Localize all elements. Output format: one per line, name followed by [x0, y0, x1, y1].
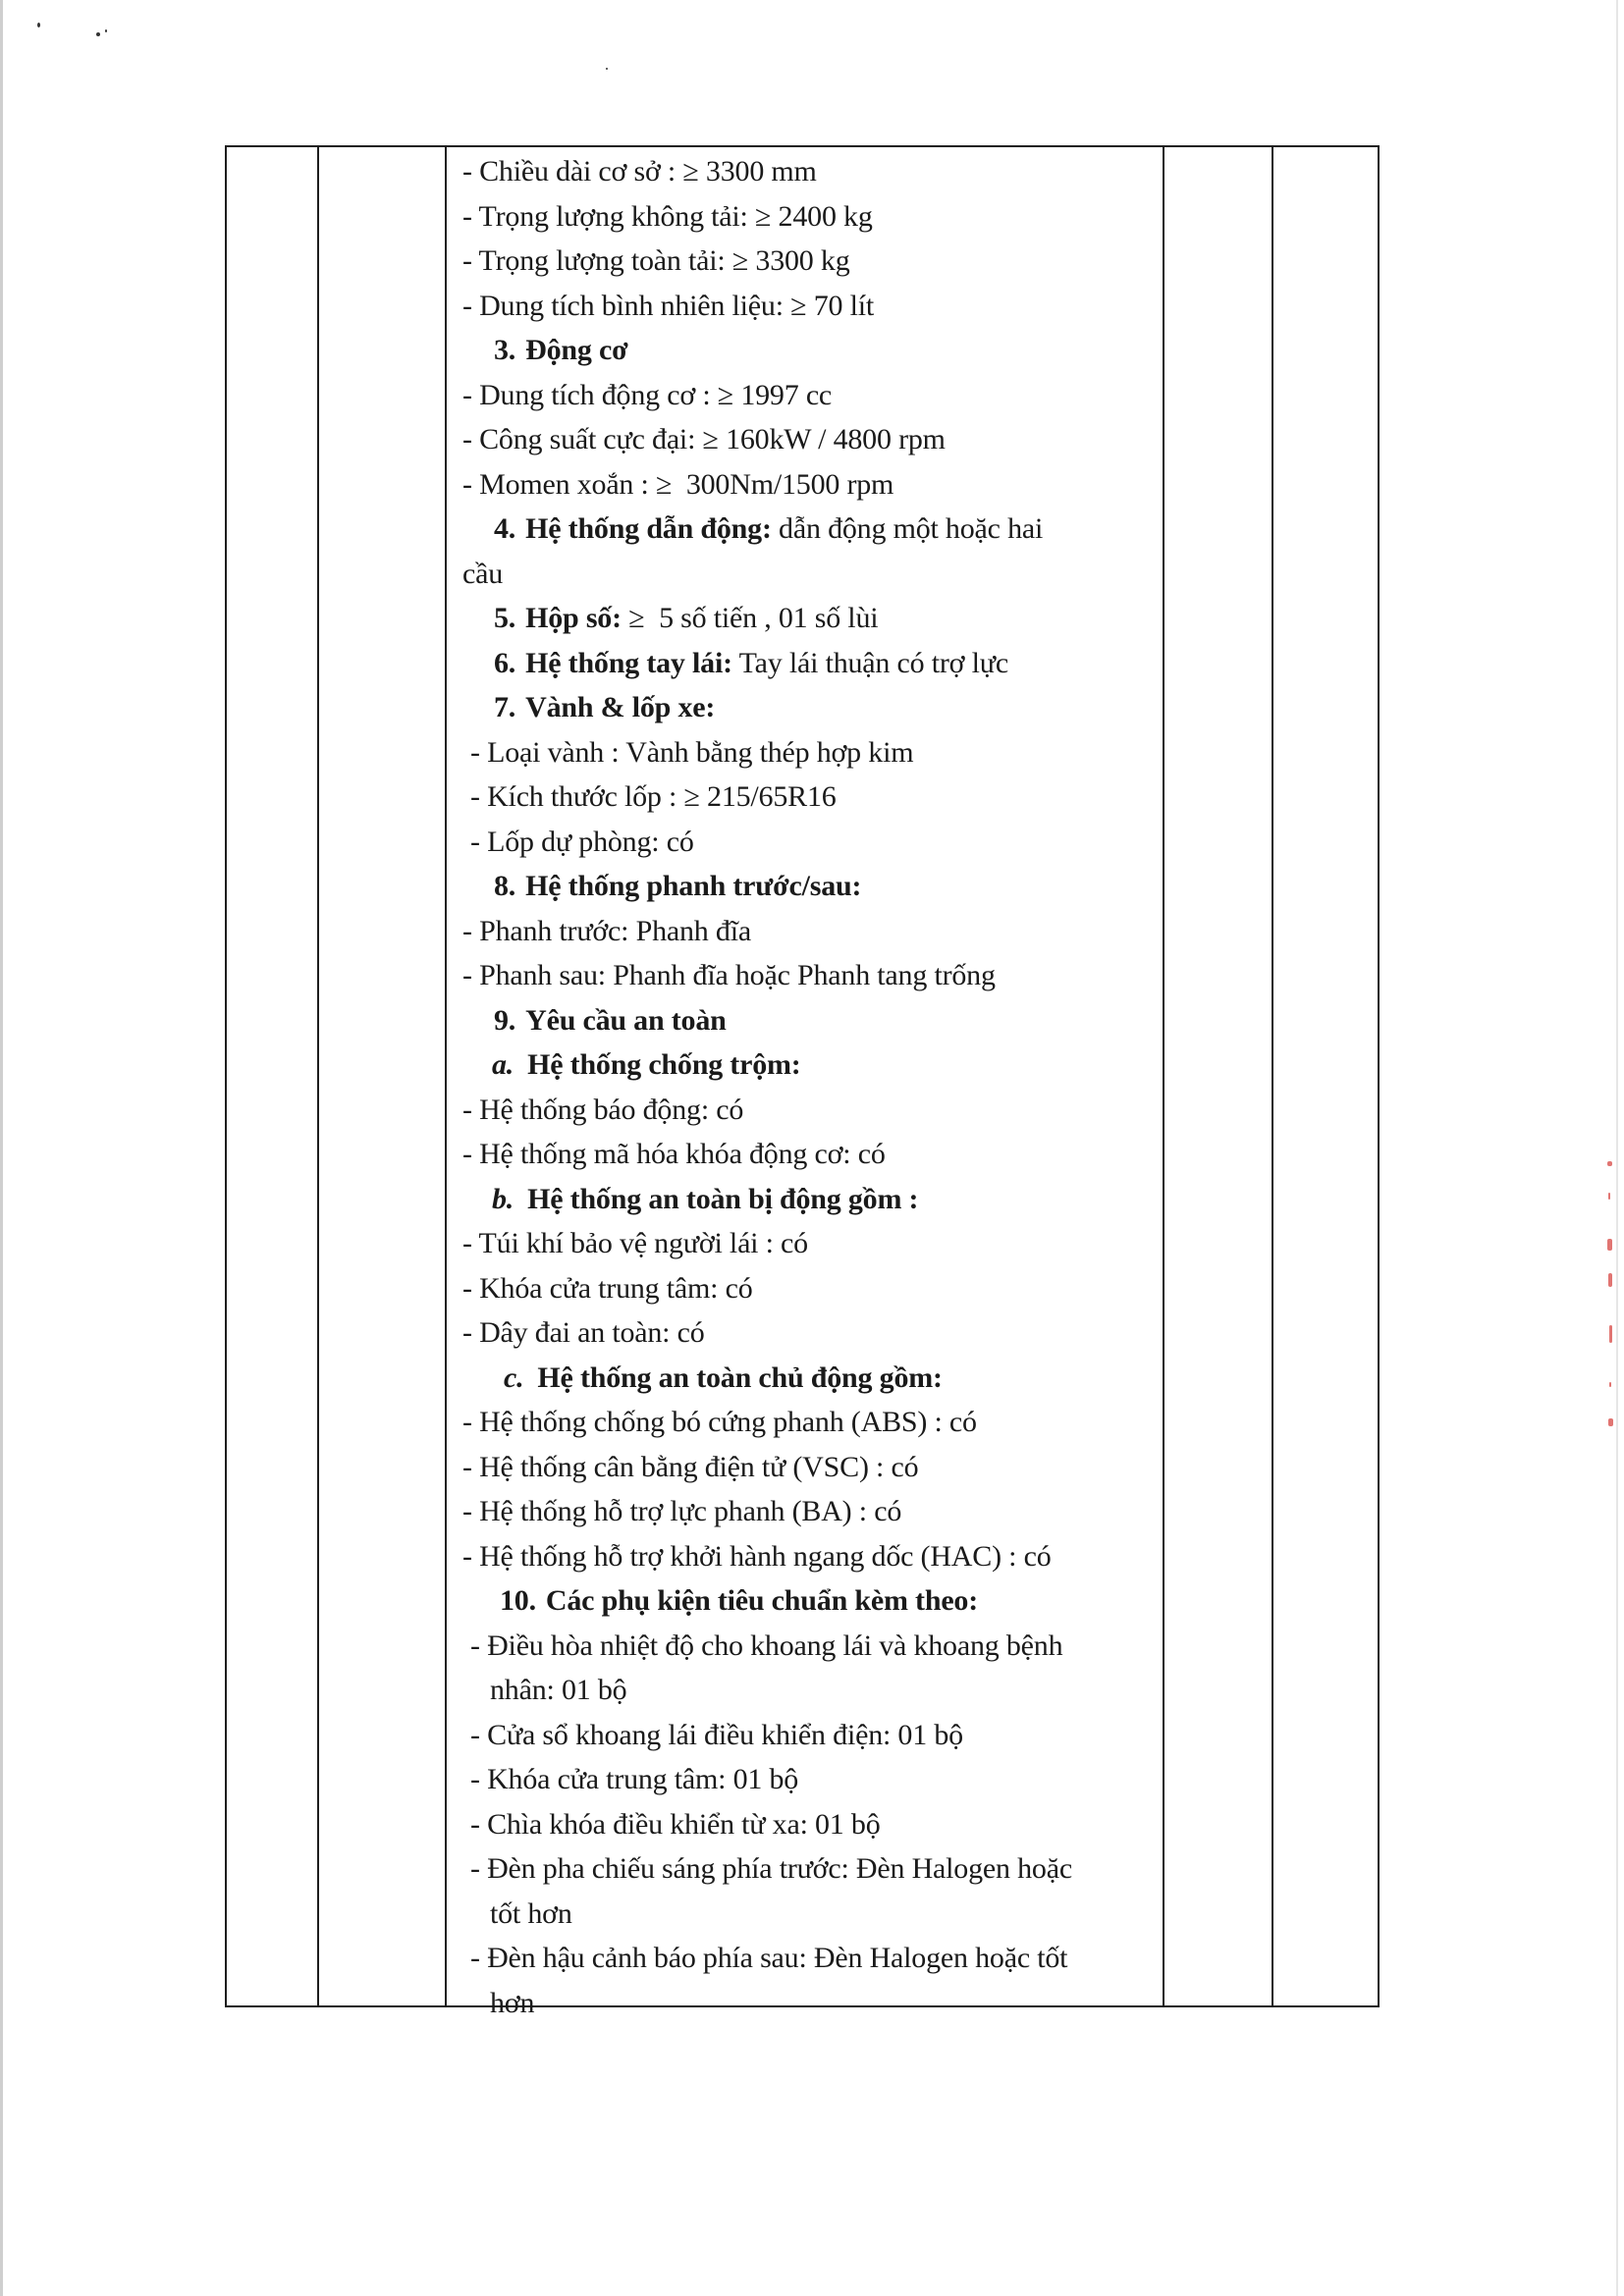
margin-mark [1607, 1239, 1612, 1251]
spec-item: - Hệ thống mã hóa khóa động cơ: có [462, 1138, 886, 1170]
spec-line-continuation: hơn [490, 1986, 535, 2019]
section-number: 4. [494, 512, 516, 545]
scan-speck [96, 32, 100, 36]
section-heading [453, 328, 1164, 373]
margin-mark [1608, 1193, 1610, 1200]
spec-line-continuation: nhân: 01 bộ [490, 1674, 627, 1706]
subsection-letter: a. [492, 1048, 514, 1081]
spec-item: - Khóa cửa trung tâm: 01 bộ [470, 1763, 799, 1795]
section-heading [453, 685, 1164, 730]
section-title: Hệ thống tay lái: [525, 646, 732, 679]
section-heading [453, 998, 1164, 1043]
spec-item: - Trọng lượng toàn tải: ≥ 3300 kg [462, 244, 850, 277]
subsection-letter: c. [504, 1361, 524, 1394]
margin-mark [1608, 1418, 1613, 1426]
scan-speck [606, 68, 608, 70]
section-title: Hệ thống dẫn động: [525, 512, 772, 545]
section-number: 5. [494, 602, 516, 634]
subsection-title: Hệ thống an toàn bị động gồm : [527, 1182, 919, 1215]
section-number: 9. [494, 1003, 516, 1037]
section-value: Tay lái thuận có trợ lực [731, 646, 1008, 679]
spec-item: - Phanh sau: Phanh đĩa hoặc Phanh tang trống [462, 959, 996, 991]
section-value: ≥ 5 số tiến , 01 số lùi [621, 602, 879, 634]
spec-item: - Lốp dự phòng: có [470, 825, 694, 858]
section-heading [453, 641, 1164, 686]
spec-item: - Dây đai an toàn: có [462, 1316, 705, 1349]
section-title: Động cơ [525, 334, 628, 366]
spec-item: - Hệ thống chống bó cứng phanh (ABS) : có [462, 1406, 977, 1438]
subsection-heading [453, 1177, 1164, 1222]
spec-item: - Dung tích động cơ : ≥ 1997 cc [462, 378, 833, 411]
spec-item: - Hệ thống cân bằng điện tử (VSC) : có [462, 1450, 919, 1483]
section-title: Vành & lốp xe: [525, 691, 716, 723]
spec-item: - Hệ thống hỗ trợ khởi hành ngang dốc (HAC) : có [462, 1539, 1052, 1573]
scan-right-edge [1616, 0, 1618, 2296]
section-heading [453, 596, 1164, 641]
column-divider [1272, 147, 1273, 2005]
spec-item: - Hệ thống hỗ trợ lực phanh (BA) : có [462, 1495, 902, 1527]
section-title: Yêu cầu an toàn [525, 1003, 727, 1037]
scan-speck [37, 23, 40, 27]
column-divider [445, 147, 447, 2005]
spec-item: - Chiều dài cơ sở : ≥ 3300 mm [462, 155, 817, 187]
section-heading [453, 507, 1164, 552]
section-number: 6. [494, 646, 516, 679]
spec-item: - Đèn pha chiếu sáng phía trước: Đèn Halogen hoặc [470, 1852, 1072, 1885]
margin-mark [1608, 1273, 1612, 1287]
spec-item: - Điều hòa nhiệt độ cho khoang lái và khoang bệnh [470, 1629, 1063, 1662]
spec-item: - Trọng lượng không tải: ≥ 2400 kg [462, 199, 873, 233]
spec-description-cell [453, 147, 1164, 2025]
scan-left-edge [0, 0, 3, 2296]
section-heading [453, 864, 1164, 909]
spec-item: - Phanh trước: Phanh đĩa [462, 914, 751, 947]
spec-item: - Kích thước lốp : ≥ 215/65R16 [470, 780, 837, 813]
spec-item: - Chìa khóa điều khiển từ xa: 01 bộ [470, 1807, 881, 1841]
subsection-heading [453, 1356, 1164, 1401]
spec-item: - Hệ thống báo động: có [462, 1093, 744, 1126]
subsection-letter: b. [492, 1182, 514, 1215]
margin-mark [1607, 1161, 1612, 1166]
spec-item: - Công suất cực đại: ≥ 160kW / 4800 rpm [462, 423, 946, 455]
column-divider [317, 147, 319, 2005]
spec-table [225, 145, 1380, 2019]
section-heading [453, 1578, 1164, 1624]
spec-item: - Loại vành : Vành bằng thép hợp kim [470, 735, 914, 769]
scan-speck [105, 29, 107, 32]
subsection-title: Hệ thống chống trộm: [527, 1048, 801, 1081]
margin-mark [1609, 1325, 1612, 1343]
section-title: Hộp số: [525, 602, 622, 634]
section-number: 7. [494, 691, 516, 723]
section-title: Hệ thống phanh trước/sau: [525, 870, 862, 902]
spec-item: - Dung tích bình nhiên liệu: ≥ 70 lít [462, 289, 875, 322]
spec-item: - Cửa sổ khoang lái điều khiển điện: 01 bộ [470, 1718, 963, 1751]
spec-item: - Đèn hậu cảnh báo phía sau: Đèn Halogen hoặc tốt [470, 1942, 1068, 1974]
spec-line-continuation: tốt hơn [490, 1896, 572, 1930]
section-title: Các phụ kiện tiêu chuẩn kèm theo: [545, 1584, 979, 1617]
spec-item: - Túi khí bảo vệ người lái : có [462, 1227, 808, 1259]
section-number: 10. [500, 1584, 536, 1617]
subsection-title: Hệ thống an toàn chủ động gồm: [537, 1361, 943, 1394]
subsection-heading [453, 1042, 1164, 1088]
section-number: 8. [494, 870, 516, 902]
spec-item: - Momen xoắn : ≥ 300Nm/1500 rpm [462, 467, 894, 501]
section-value: dẫn động một hoặc hai [771, 512, 1044, 545]
spec-line-continuation: cầu [462, 557, 504, 590]
spec-item: - Khóa cửa trung tâm: có [462, 1271, 753, 1305]
section-number: 3. [494, 334, 516, 366]
margin-mark [1609, 1382, 1611, 1387]
